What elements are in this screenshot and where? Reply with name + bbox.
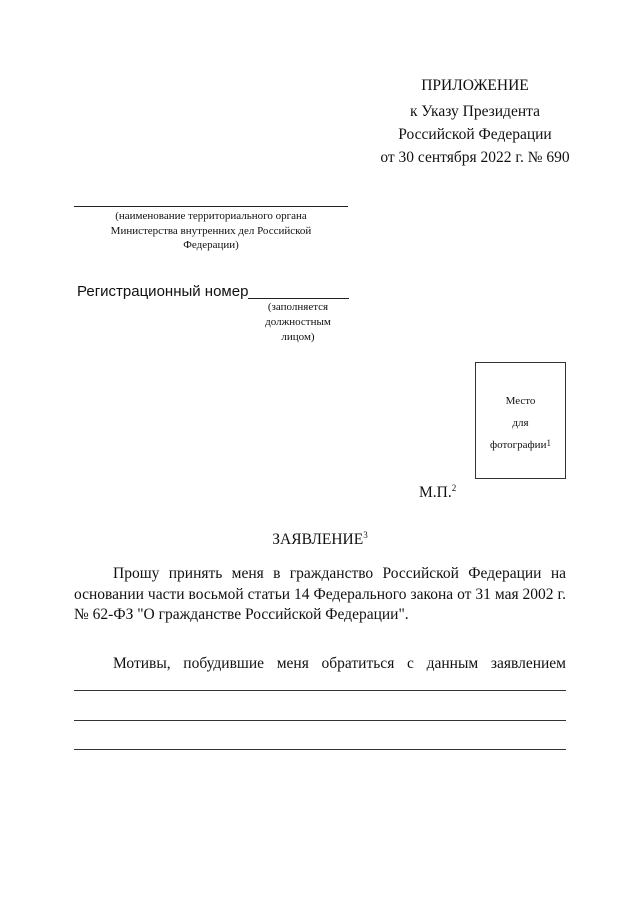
authority-fill-line bbox=[74, 206, 348, 207]
appendix-reference-line-2: Российской Федерации bbox=[398, 126, 552, 143]
document-heading bbox=[0, 531, 640, 549]
registration-caption-line-2: должностным bbox=[265, 316, 331, 328]
authority-caption-line-3: Федерации) bbox=[183, 239, 239, 251]
motives-fill-line-1 bbox=[74, 690, 566, 691]
registration-caption-line-1: (заполняется bbox=[267, 301, 329, 313]
registration-caption bbox=[252, 300, 344, 345]
heading-footnote-marker: 3 bbox=[363, 530, 368, 540]
appendix-header bbox=[330, 74, 620, 169]
registration-caption-line-3: лицом) bbox=[281, 331, 315, 343]
registration-number-label: Регистрационный номер bbox=[77, 283, 249, 300]
appendix-reference-line-1: к Указу Президента bbox=[410, 103, 540, 120]
photo-footnote-marker: 1 bbox=[546, 438, 551, 448]
motives-fill-line-3 bbox=[74, 749, 566, 750]
stamp-label: М.П. bbox=[419, 484, 452, 501]
motives-fill-line-2 bbox=[74, 720, 566, 721]
photo-label-text: фотографии bbox=[490, 439, 547, 451]
registration-number-fill-line bbox=[248, 298, 349, 299]
photo-label-line-3 bbox=[476, 439, 565, 451]
stamp-place bbox=[419, 484, 456, 502]
authority-caption-line-1: (наименование территориального органа bbox=[115, 210, 307, 222]
photo-placeholder-box bbox=[475, 362, 566, 479]
heading-text: ЗАЯВЛЕНИЕ bbox=[272, 531, 364, 548]
photo-label-line-2: для bbox=[512, 417, 529, 429]
request-paragraph: Прошу принять меня в гражданство Российской Федерации на основании части восьмой статьи 14 Федерального закона от 31 мая 2002 г. № 62-ФЗ "О гражданстве Российской Федерации". bbox=[74, 565, 566, 623]
stamp-footnote-marker: 2 bbox=[451, 483, 457, 493]
motives-paragraph: Мотивы, побудившие меня обратиться с данным заявлением bbox=[113, 655, 566, 672]
appendix-reference-line-3: от 30 сентября 2022 г. № 690 bbox=[380, 149, 570, 166]
authority-caption bbox=[84, 209, 338, 253]
authority-caption-line-2: Министерства внутренних дел Российской bbox=[110, 224, 312, 237]
photo-label-line-1: Место bbox=[505, 395, 536, 407]
appendix-title: ПРИЛОЖЕНИЕ bbox=[421, 77, 529, 94]
